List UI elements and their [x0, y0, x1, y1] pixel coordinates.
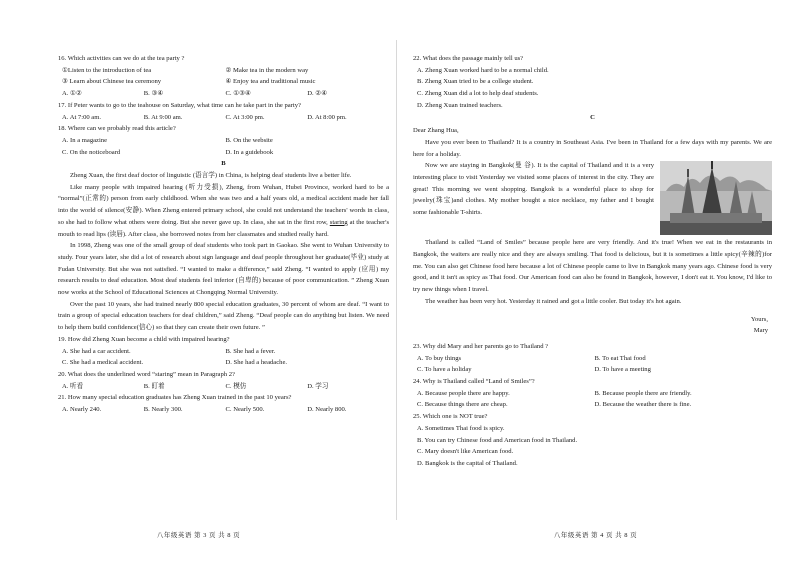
option[interactable]: D. At 8:00 pm. [307, 113, 347, 121]
letter-text: Now we are staying in Bangkok(曼 谷). It is the capital of Thailand and it is a very interesting place to visit Yesterday we visited some places of interest in the city. They are great! This morning we went shopping. Bangkok is a wonderful place to shop for jewelry(珠宝)and clothes. My mother bought a nice necklace, my father and I bought some fashionable T-shirts. [413, 162, 654, 217]
passage-paragraph [58, 182, 389, 241]
option[interactable]: C. Because things there are cheap. [417, 401, 508, 409]
option[interactable]: C. At 3:00 pm. [225, 113, 265, 121]
option[interactable]: B. To eat Thai food [594, 354, 646, 362]
option[interactable]: D. Because the weather there is fine. [594, 401, 692, 409]
option[interactable]: C. Nearly 500. [225, 406, 265, 414]
underlined-word: staring [329, 218, 348, 226]
option[interactable]: D. Zheng Xuan trained teachers. [417, 101, 503, 109]
q25-stem: 25. Which one is NOT true? [413, 413, 488, 421]
q16-item: ④ Enjoy tea and traditional music [225, 78, 316, 86]
option[interactable]: B. 盯着 [143, 382, 165, 390]
option[interactable]: A. To buy things [417, 354, 462, 362]
option[interactable]: D. Nearly 800. [307, 406, 347, 414]
q21-stem: 21. How many special education graduates has Zheng Xuan trained in the past 10 years? [58, 394, 292, 402]
q19-options [58, 346, 389, 358]
option[interactable]: C. Zheng Xuan did a lot to help deaf students. [417, 90, 539, 98]
q23-options [413, 364, 772, 376]
option[interactable]: A. Nearly 240. [62, 406, 102, 414]
page-footer: 八年级英语 第 4 页 共 8 页 [553, 532, 638, 539]
option[interactable]: D. To have a meeting [594, 366, 651, 374]
option[interactable]: C. To have a holiday [417, 366, 472, 374]
option[interactable]: A. 听看 [62, 382, 84, 390]
q16-item: ①Listen to the introduction of tea [62, 66, 152, 74]
passage-paragraph: In 1998, Zheng was one of the small group of deaf students who took part in Gaokao. She went to Wuhan University to study. Four years later, she did a lot of research about sign language and deaf people throughout her graduate(毕业) study at Fudan University. But she was not satisfied. “I wanted to make a difference,” said Zheng. “I wanted to apply (应用) my research results to deaf education. Most deaf students feel inferior (自卑的) because of poor communication. ” Zheng Xuan now works at the School of Educational Sciences at Chongqing Normal University. [58, 242, 389, 297]
letter-signature: Mary [753, 327, 768, 335]
q20-options [58, 381, 389, 393]
page-3-content [58, 53, 389, 416]
option[interactable]: B. Zheng Xuan tried to be a college student. [417, 78, 534, 86]
option[interactable]: A. She had a car accident. [62, 347, 131, 355]
option[interactable]: A. Sometimes Thai food is spicy. [417, 424, 505, 432]
option[interactable]: D. Bangkok is the capital of Thailand. [417, 459, 518, 467]
q19-stem: 19. How did Zheng Xuan become a child with impaired hearing? [58, 335, 230, 343]
option[interactable]: B. At 9:00 am. [143, 113, 183, 121]
bangkok-temple-photo [660, 161, 772, 235]
page-4 [397, 0, 794, 561]
option[interactable]: A. In a magazine [62, 136, 108, 144]
q24-stem: 24. Why is Thailand called “Land of Smiles”? [413, 378, 535, 386]
option[interactable]: A. At 7:00 am. [62, 113, 102, 121]
letter-paragraph: Have you ever been to Thailand? It is a country in Southeast Asia. I've been in Thailand for a few days with my parents. We are here for a holiday. [413, 138, 772, 158]
q17-options [58, 112, 389, 124]
q17-stem: 17. If Peter wants to go to the teahouse on Saturday, what time can he take part in the party? [58, 101, 301, 109]
option[interactable]: B. ③④ [143, 90, 164, 98]
q23-stem: 23. Why did Mary and her parents go to Thailand ? [413, 342, 549, 350]
option[interactable]: B. Because people there are friendly. [594, 389, 692, 397]
q16-options [58, 88, 389, 100]
q23-options [413, 353, 772, 365]
q19-options [58, 357, 389, 369]
q20-stem: 20. What does the underlined word “staring” mean in Paragraph 2? [58, 370, 235, 378]
option[interactable]: D. She had a headache. [225, 359, 288, 367]
q16-item: ② Make tea in the modern way [225, 66, 309, 74]
letter-paragraph: The weather has been very hot. Yesterday it rained and got a little cooler. But today it's hot again. [425, 297, 682, 305]
option[interactable]: B. On the website [225, 136, 273, 144]
passage-text: Like many people with impaired hearing (听力受损), Zheng, from Wuhan, Hubei Province, worked hard to be a “normal”(正常的) person from early childhood. When she was two and a half years old, a medical accident made her fall into the world of silence(安静). When Zheng entered primary school, she could not understand the teachers' words in class, so she had to follow what others were doing. But she never gave up. In class, she sat in the first row, [58, 183, 389, 226]
q16-items-row2 [58, 76, 389, 88]
option[interactable]: B. You can try Chinese food and American food in Thailand. [417, 436, 578, 444]
option[interactable]: C. ①③④ [225, 90, 251, 98]
q16-stem: 16. Which activities can we do at the tea party ? [58, 55, 185, 62]
letter-paragraph [413, 160, 772, 219]
option[interactable]: C. Mary doesn't like American food. [417, 448, 514, 456]
page-4-content [413, 53, 772, 470]
option[interactable]: D. ②④ [307, 90, 328, 98]
option[interactable]: A. Because people there are happy. [417, 389, 510, 397]
q16-item: ③ Learn about Chinese tea ceremony [62, 78, 162, 86]
option[interactable]: B. Nearly 300. [143, 406, 183, 414]
page-footer: 八年级英语 第 3 页 共 8 页 [156, 532, 241, 539]
option[interactable]: C. 模仿 [225, 382, 247, 390]
q18-stem: 18. Where can we probably read this article? [58, 125, 176, 133]
passage-paragraph: Over the past 10 years, she had trained nearly 800 special education graduates, 30 percent of whom are deaf. “I want to train a group of special education teachers for deaf children,” said Zheng. “Deaf people can do anything but listen. We need to help them build confidence(信心) so that they can create their own future. ” [58, 300, 389, 332]
q21-options [58, 404, 389, 416]
q18-options [58, 135, 389, 147]
option[interactable]: D. In a guidebook [225, 148, 274, 156]
option[interactable]: A. ①② [62, 90, 82, 98]
letter-closing: Yours, [750, 315, 768, 323]
section-c-heading: C [590, 113, 595, 121]
letter-paragraph: Thailand is called “Land of Smiles” because people here are very friendly. And it's true! When we eat in the restaurants in Bangkok, the waiters are really nice and they are always smiling. Thai food is delicious, but it is sometimes a little spicy(辛辣的)for me. You can also get Chinese food here because a lot of Chinese people came to live in Bangkok many years ago. Chinese food is very good, and it isn't as spicy as Thai food. Our American food can also be found in Bangkok, however, I don't eat it. You know, I'd like to try new things when I travel. [413, 239, 772, 294]
q16-items-row1 [58, 65, 389, 77]
passage-paragraph: Zheng Xuan, the first deaf doctor of linguistic (语言学) in China, is helping deaf students live a better life. [70, 172, 352, 180]
q22-stem: 22. What does the passage mainly tell us? [413, 55, 524, 62]
passage-text: at the teacher's mouth to read lips (读唇). After class, she borrowed notes from her classmates and studied really hard. [58, 218, 390, 238]
section-b-heading: B [221, 160, 226, 168]
q18-options [58, 147, 389, 159]
option[interactable]: A. Zheng Xuan worked hard to be a normal child. [417, 66, 549, 74]
letter-greeting: Dear Zhang Hua, [413, 127, 459, 135]
option[interactable]: C. On the noticeboard [62, 148, 121, 156]
option[interactable]: C. She had a medical accident. [62, 359, 144, 367]
q24-options [413, 388, 772, 400]
option[interactable]: B. She had a fever. [225, 347, 276, 355]
q24-options [413, 399, 772, 411]
option[interactable]: D. 学习 [307, 382, 329, 390]
